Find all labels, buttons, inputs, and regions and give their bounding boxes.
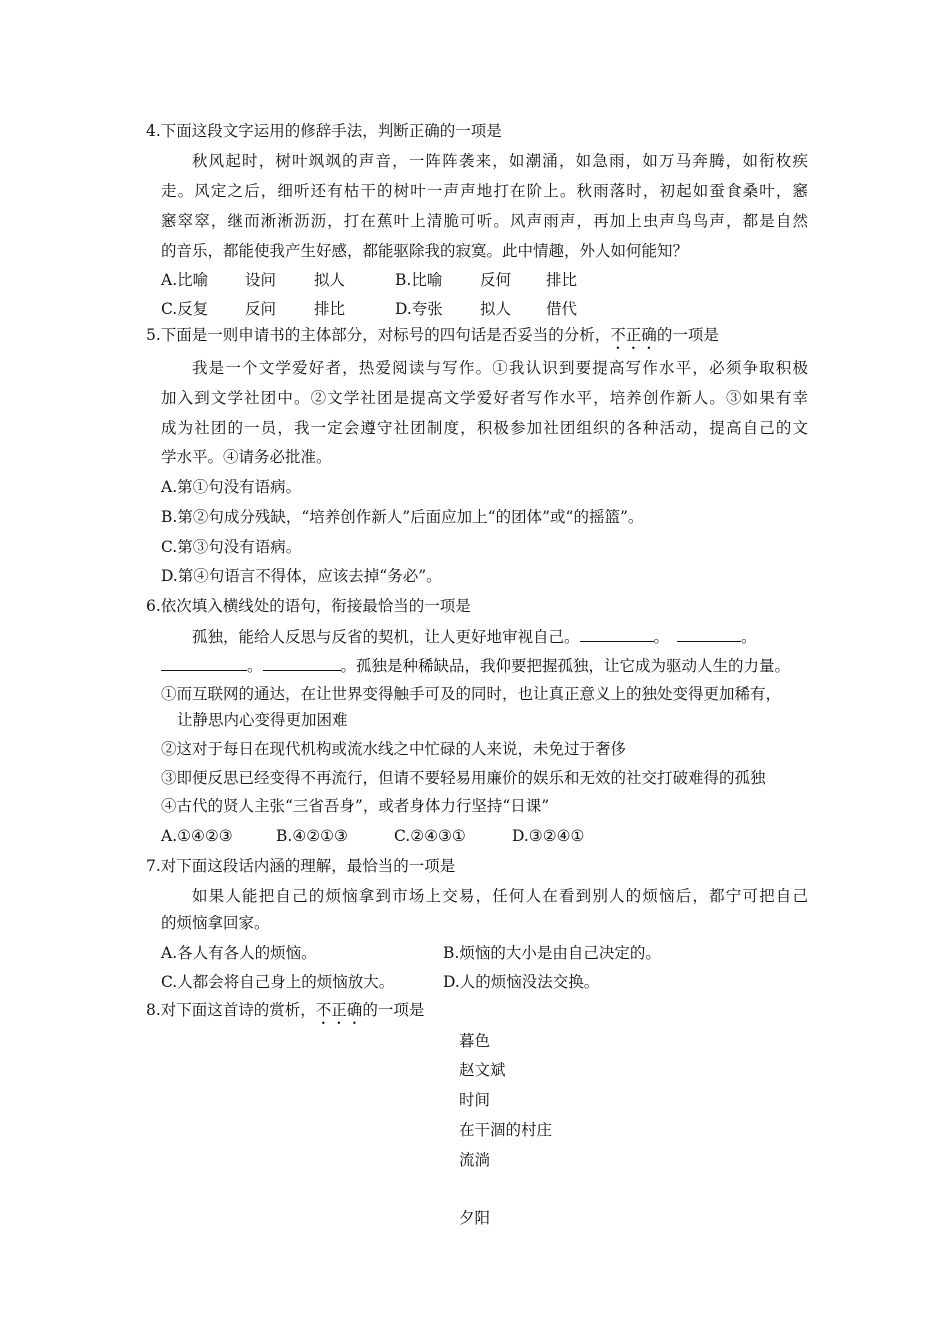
- q4-option-b-item-2: 反何: [480, 271, 512, 289]
- q6-sentence-4: ④古代的贤人主张“三省吾身”，或者身体力行坚持“日课”: [161, 797, 550, 815]
- q5-option-b[interactable]: B.第②句成分残缺，“培养创作新人”后面应加上“的团体”或“的摇篮”。: [161, 508, 644, 526]
- q7-passage-line-1: 如果人能把自己的烦恼拿到市场上交易，任何人在看到别人的烦恼后，都宁可把自己: [192, 887, 808, 905]
- q6-passage-line-2: [161, 655, 790, 676]
- q8-stem-emphasis: 不正确: [315, 1001, 363, 1019]
- q6-stem: 6.依次填入横线处的语句，衔接最恰当的一项是: [146, 597, 471, 615]
- q6-option-c[interactable]: C.②④③①: [394, 827, 466, 845]
- q7-option-b[interactable]: B.烦恼的大小是由自己决定的。: [443, 944, 661, 962]
- q5-stem-emphasis: 不正确: [610, 326, 657, 344]
- q4-option-a-item-2: 设问: [245, 271, 277, 289]
- q6-option-b[interactable]: B.④②①③: [276, 827, 348, 845]
- q4-option-d-item-3: 借代: [546, 300, 578, 318]
- q7-option-a[interactable]: A.各人有各人的烦恼。: [161, 944, 317, 962]
- q5-passage-line-2: 加入到文学社团中。②文学社团是提高文学爱好者写作水平，培养创作新人。③如果有幸: [161, 389, 808, 407]
- q4-option-d-item-2: 拟人: [480, 300, 512, 318]
- poem-line-4: 夕阳: [459, 1209, 491, 1227]
- poem-line-2: 在干涸的村庄: [459, 1121, 553, 1139]
- q5-option-c[interactable]: C.第③句没有语病。: [161, 538, 302, 556]
- q6-passage-tail: 。孤独是种稀缺品，我仰要把握孤独，让它成为驱动人生的力量。: [340, 657, 791, 675]
- q5-stem: [146, 325, 719, 353]
- q7-passage-line-2: 的烦恼拿回家。: [161, 914, 270, 932]
- q6-period-2: 。: [741, 628, 757, 646]
- q6-blank-1: [580, 626, 654, 642]
- poem-line-1: 时间: [459, 1091, 491, 1109]
- q6-sentence-2: ②这对于每日在现代机构或流水线之中忙碌的人来说，未免过于奢侈: [161, 740, 627, 758]
- q4-option-a-item-3: 拟人: [314, 271, 346, 289]
- q6-period-3: 。: [247, 657, 263, 675]
- q8-stem: [146, 1000, 424, 1028]
- q6-passage-line-1: [192, 626, 757, 647]
- q7-option-c[interactable]: C.人都会将自己身上的烦恼放大。: [161, 973, 395, 991]
- q5-option-a[interactable]: A.第①句没有语病。: [161, 478, 302, 496]
- q8-stem-pre: 8.对下面这首诗的赏析，: [146, 1001, 316, 1019]
- q5-stem-pre: 5.下面是一则申请书的主体部分，对标号的四句话是否妥当的分析，: [146, 326, 611, 344]
- q6-period-1: 。: [653, 628, 670, 646]
- q6-blank-4: [263, 655, 341, 671]
- q4-option-d-item-1: D.夸张: [395, 300, 443, 318]
- q6-sentence-1-cont: 让静思内心变得更加困难: [177, 711, 348, 729]
- q4-option-c-item-2: 反问: [245, 300, 277, 318]
- q6-blank-2: [677, 626, 741, 642]
- q4-option-c-item-1: C.反复: [161, 300, 209, 318]
- q4-option-c-item-3: 排比: [314, 300, 346, 318]
- q8-stem-post: 的一项是: [362, 1001, 425, 1019]
- q4-passage-line-4: 的音乐，都能使我产生好感，都能驱除我的寂寞。此中情趣，外人如何能知？: [161, 242, 689, 260]
- q4-option-b-item-1: B.比喻: [395, 271, 443, 289]
- q6-blank-3: [161, 655, 247, 671]
- q5-option-d[interactable]: D.第④句语言不得体，应该去掉“务必”。: [161, 567, 442, 585]
- q7-stem: 7.对下面这段话内涵的理解，最恰当的一项是: [146, 857, 456, 875]
- q6-passage-text: 孤独，能给人反思与反省的契机，让人更好地审视自己。: [192, 628, 580, 646]
- q7-option-d[interactable]: D.人的烦恼没法交换。: [443, 973, 600, 991]
- q5-stem-post: 的一项是: [656, 326, 719, 344]
- poem-line-3: 流淌: [459, 1151, 491, 1169]
- q4-option-a-item-1: A.比喻: [161, 271, 209, 289]
- q4-option-b-item-3: 排比: [546, 271, 578, 289]
- q5-passage-line-3: 成为社团的一员，我一定会遵守社团制度，积极参加社团组织的各种活动，提高自己的文: [161, 419, 808, 437]
- q4-passage-line-2: 走。风定之后，细听还有枯干的树叶一声声地打在阶上。秋雨落时，初起如蚕食桑叶，窸: [161, 182, 808, 200]
- q5-passage-line-4: 学水平。④请务必批准。: [161, 448, 332, 466]
- q6-sentence-3: ③即便反思已经变得不再流行，但请不要轻易用廉价的娱乐和无效的社交打破难得的孤独: [161, 769, 766, 787]
- q6-option-d[interactable]: D.③②④①: [512, 827, 585, 845]
- poem-author: 赵文斌: [459, 1061, 506, 1079]
- q4-passage-line-3: 窸窣窣，继而淅淅沥沥，打在蕉叶上清脆可听。风声雨声，再加上虫声鸟鸟声，都是自然: [161, 212, 808, 230]
- q6-option-a[interactable]: A.①④②③: [161, 827, 233, 845]
- poem-title: 暮色: [459, 1032, 491, 1050]
- q4-stem: 4.下面这段文字运用的修辞手法，判断正确的一项是: [146, 122, 502, 140]
- q4-passage-line-1: 秋风起时，树叶飒飒的声音，一阵阵袭来，如潮涌，如急雨，如万马奔腾，如衔枚疾: [192, 152, 808, 170]
- q6-sentence-1: ①而互联网的通达，在让世界变得触手可及的同时，也让真正意义上的独处变得更加稀有，: [161, 685, 782, 703]
- q5-passage-line-1: 我是一个文学爱好者，热爱阅读与写作。①我认识到要提高写作水平，必须争取积极: [192, 359, 808, 377]
